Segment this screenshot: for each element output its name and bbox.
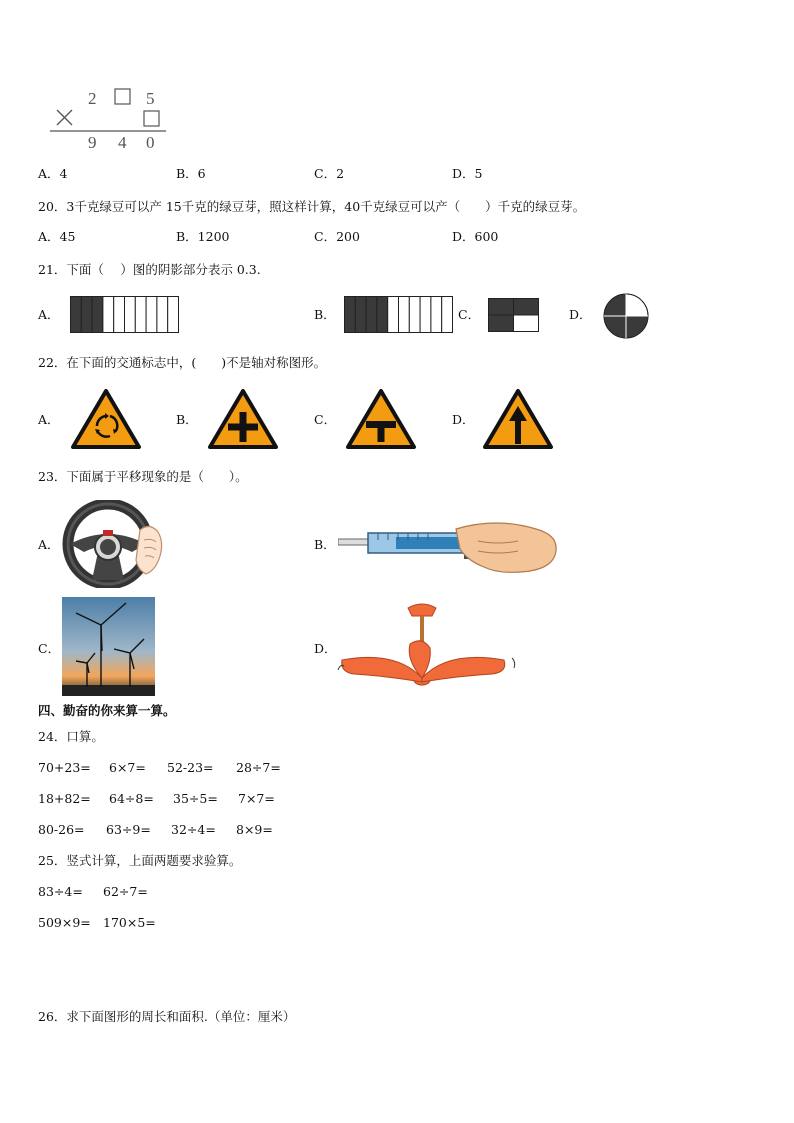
result-digit: 0 bbox=[146, 133, 155, 152]
digit-top-left: 2 bbox=[88, 89, 97, 108]
q21-figure-b[interactable] bbox=[344, 296, 453, 333]
calc-item: 8×9= bbox=[236, 822, 273, 837]
t-junction-sign-icon[interactable] bbox=[345, 388, 417, 450]
section-heading: 四、勤奋的你来算一算。 bbox=[38, 703, 176, 718]
q25-text: 25．竖式计算，上面两题要求验算。 bbox=[38, 853, 242, 868]
straight-arrow-sign-icon[interactable] bbox=[482, 388, 554, 450]
q21-label-c[interactable]: C． bbox=[458, 307, 481, 322]
q22-label-b[interactable]: B． bbox=[176, 412, 198, 427]
q22-label-c[interactable]: C． bbox=[314, 412, 337, 427]
roundabout-sign-icon[interactable] bbox=[70, 388, 142, 450]
q23-text: 23．下面属于平移现象的是（ ）。 bbox=[38, 469, 248, 484]
q21-label-b[interactable]: B． bbox=[314, 307, 336, 322]
q21-figure-a[interactable] bbox=[70, 296, 179, 333]
q23-label-a[interactable]: A． bbox=[38, 537, 60, 552]
calc-item: 64÷8= bbox=[109, 791, 154, 806]
wind-turbines-icon[interactable] bbox=[62, 597, 155, 696]
q22-label-d[interactable]: D． bbox=[452, 412, 475, 427]
steering-wheel-icon[interactable] bbox=[62, 500, 166, 588]
q22-label-a[interactable]: A． bbox=[38, 412, 60, 427]
result-digit: 9 bbox=[88, 133, 97, 152]
calc-item: 52-23= bbox=[167, 760, 214, 775]
q19-option-d[interactable]: D．5 bbox=[452, 166, 483, 181]
calc-item: 170×5= bbox=[103, 915, 156, 930]
q23-label-c[interactable]: C． bbox=[38, 641, 61, 656]
q24-text: 24．口算。 bbox=[38, 729, 104, 744]
blank-box bbox=[144, 111, 159, 126]
q23-label-b[interactable]: B． bbox=[314, 537, 336, 552]
q19-option-c[interactable]: C．2 bbox=[314, 166, 345, 181]
ceiling-fan-icon[interactable] bbox=[336, 600, 522, 694]
q19-option-a[interactable]: A．4 bbox=[38, 166, 68, 181]
calc-item: 6×7= bbox=[109, 760, 146, 775]
digit-top-right: 5 bbox=[146, 89, 155, 108]
calc-item: 32÷4= bbox=[171, 822, 216, 837]
calc-item: 83÷4= bbox=[38, 884, 83, 899]
crossroad-sign-icon[interactable] bbox=[207, 388, 279, 450]
q26-text: 26．求下面图形的周长和面积.（单位：厘米） bbox=[38, 1009, 296, 1024]
calc-item: 80-26= bbox=[38, 822, 85, 837]
calc-item: 18+82= bbox=[38, 791, 91, 806]
calc-item: 70+23= bbox=[38, 760, 91, 775]
q20-text: 20．3千克绿豆可以产 15千克的绿豆芽，照这样计算，40千克绿豆可以产（ ）千克的绿豆芽。 bbox=[38, 199, 586, 214]
q20-option-d[interactable]: D．600 bbox=[452, 229, 499, 244]
calc-item: 62÷7= bbox=[103, 884, 148, 899]
calc-item: 35÷5= bbox=[173, 791, 218, 806]
blank-box bbox=[115, 89, 130, 104]
result-digit: 4 bbox=[118, 133, 127, 152]
q21-figure-c[interactable] bbox=[488, 298, 539, 332]
q21-label-d[interactable]: D． bbox=[569, 307, 592, 322]
q19-option-b[interactable]: B．6 bbox=[176, 166, 206, 181]
q20-option-c[interactable]: C．200 bbox=[314, 229, 360, 244]
q21-figure-d[interactable] bbox=[603, 293, 649, 339]
calc-item: 509×9= bbox=[38, 915, 91, 930]
multiplication-figure bbox=[48, 86, 170, 152]
q20-option-a[interactable]: A．45 bbox=[38, 229, 76, 244]
q21-text: 21．下面（ ）图的阴影部分表示 0.3. bbox=[38, 262, 261, 277]
q22-text: 22．在下面的交通标志中，( )不是轴对称图形。 bbox=[38, 355, 327, 370]
syringe-icon[interactable] bbox=[338, 515, 560, 577]
calc-item: 63÷9= bbox=[106, 822, 151, 837]
q23-label-d[interactable]: D． bbox=[314, 641, 337, 656]
calc-item: 28÷7= bbox=[236, 760, 281, 775]
q20-option-b[interactable]: B．1200 bbox=[176, 229, 230, 244]
q21-label-a[interactable]: A． bbox=[38, 307, 60, 322]
calc-item: 7×7= bbox=[238, 791, 275, 806]
